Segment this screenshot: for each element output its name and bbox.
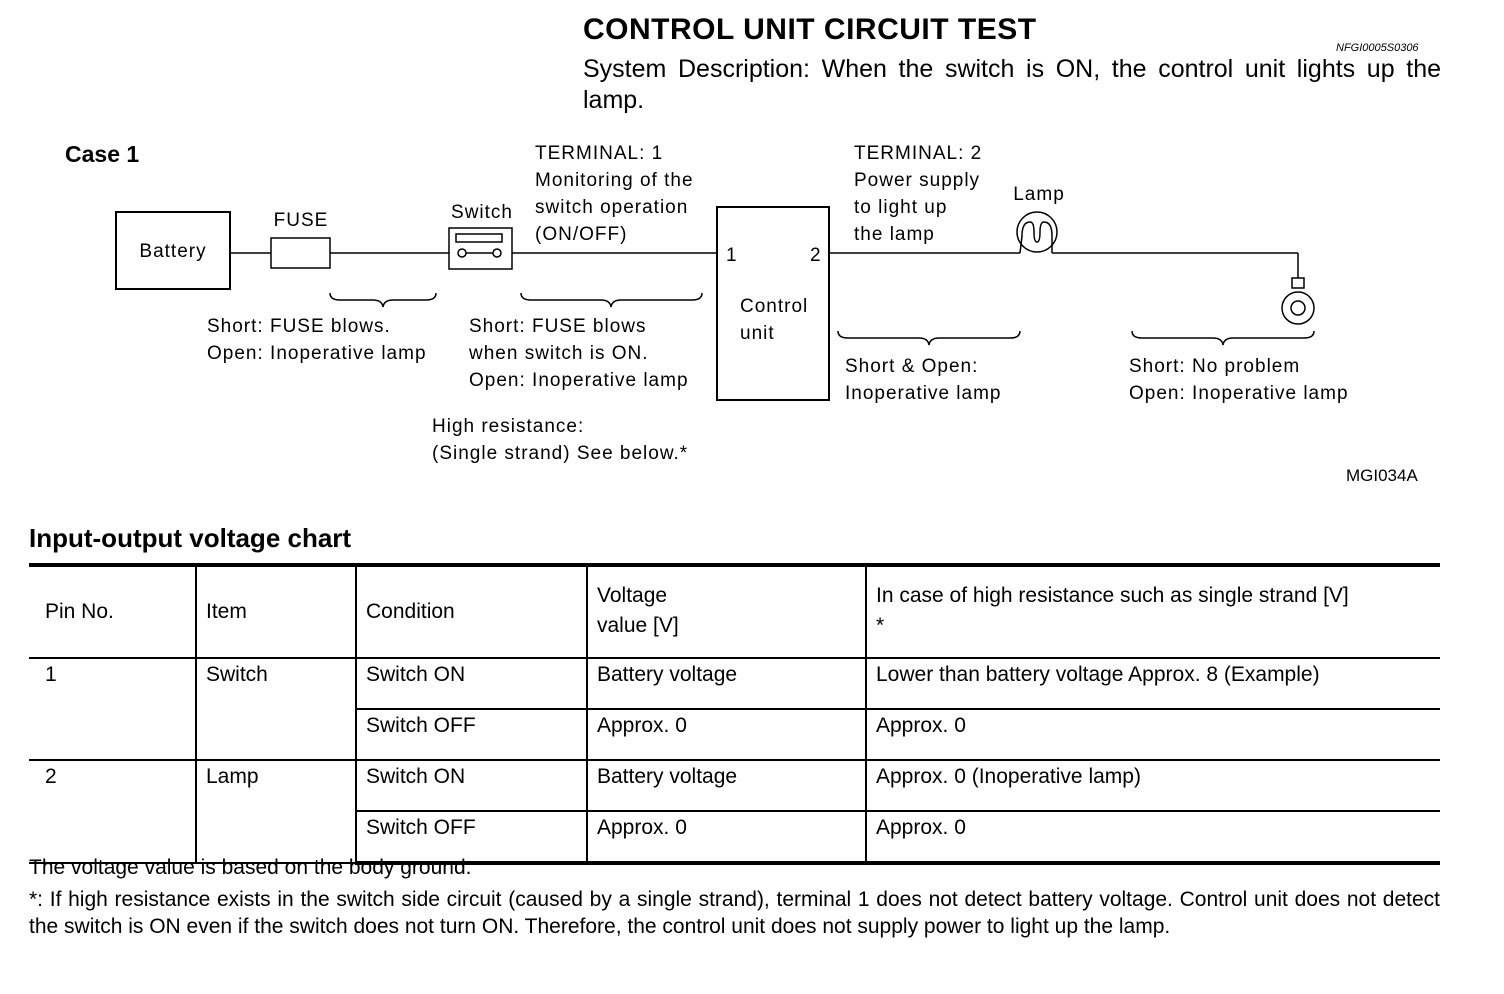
header-condition: Condition xyxy=(356,565,587,658)
svg-text:(ON/OFF): (ON/OFF) xyxy=(535,224,628,245)
svg-text:Open: Inoperative lamp: Open: Inoperative lamp xyxy=(207,343,427,364)
header-voltage: Voltage value [V] xyxy=(587,565,866,658)
note-high-resistance xyxy=(432,416,688,464)
condition-cell: Switch ON xyxy=(356,760,587,811)
chart-title: Input-output voltage chart xyxy=(29,523,352,553)
high-resistance-cell: Approx. 0 (Inoperative lamp) xyxy=(866,760,1440,811)
header-item: Item xyxy=(196,565,356,658)
terminal-2-label xyxy=(854,143,982,245)
high-resistance-cell: Approx. 0 xyxy=(866,709,1440,760)
lamp-label: Lamp xyxy=(1013,184,1065,205)
footnote-high-resistance: *: If high resistance exists in the switch side circuit (caused by a single strand), terminal 1 does not detect battery voltage. Control unit does not detect the switch is ON even if the switch does not turn ON. Therefore, the control unit does not supply power to light up the lamp. xyxy=(29,888,1440,938)
svg-text:Open: Inoperative lamp: Open: Inoperative lamp xyxy=(1129,383,1349,404)
voltage-chart-table xyxy=(29,563,1440,865)
page-title: CONTROL UNIT CIRCUIT TEST xyxy=(583,13,1037,46)
svg-text:the lamp: the lamp xyxy=(854,224,935,245)
note-switch xyxy=(468,316,689,391)
condition-cell: Switch ON xyxy=(356,658,587,709)
battery-label: Battery xyxy=(139,241,207,262)
item-cell: Lamp xyxy=(196,760,356,863)
svg-text:(Single strand) See below.*: (Single strand) See below.* xyxy=(432,443,689,464)
ground-icon xyxy=(1282,278,1314,324)
table-row xyxy=(29,760,1440,811)
switch-label: Switch xyxy=(451,202,513,223)
svg-text:Short: No problem: Short: No problem xyxy=(1129,356,1301,377)
figure-id: MGI034A xyxy=(1346,466,1418,485)
system-description: System Description: When the switch is ON, the control unit lights up the lamp. xyxy=(583,55,1441,114)
svg-text:to light up: to light up xyxy=(854,197,948,218)
condition-cell: Switch OFF xyxy=(356,709,587,760)
svg-text:Open: Inoperative lamp: Open: Inoperative lamp xyxy=(469,370,689,391)
control-unit-label-2: unit xyxy=(740,323,775,344)
pin-1-label: 1 xyxy=(726,245,738,266)
svg-text:Inoperative lamp: Inoperative lamp xyxy=(845,383,1002,404)
control-unit-label: Control xyxy=(740,296,809,317)
lamp-icon xyxy=(1017,212,1057,253)
fuse-label: FUSE xyxy=(273,210,329,231)
pin-cell: 2 xyxy=(29,760,196,863)
voltage-cell: Battery voltage xyxy=(587,658,866,709)
document-id: NFGI0005S0306 xyxy=(1336,42,1419,54)
voltage-cell: Battery voltage xyxy=(587,760,866,811)
voltage-cell: Approx. 0 xyxy=(587,709,866,760)
svg-text:Short: FUSE blows: Short: FUSE blows xyxy=(469,316,647,337)
high-resistance-cell: Approx. 0 xyxy=(866,811,1440,863)
terminal-1-label xyxy=(535,143,694,245)
table-header-row xyxy=(29,565,1440,658)
svg-text:TERMINAL: 1: TERMINAL: 1 xyxy=(535,143,664,164)
table-row xyxy=(29,658,1440,709)
svg-text:Power supply: Power supply xyxy=(854,170,981,191)
voltage-cell: Approx. 0 xyxy=(587,811,866,863)
svg-text:switch operation: switch operation xyxy=(535,197,689,218)
switch-symbol xyxy=(449,228,512,269)
pin-cell: 1 xyxy=(29,658,196,760)
item-cell: Switch xyxy=(196,658,356,760)
condition-cell: Switch OFF xyxy=(356,811,587,863)
svg-text:Short & Open:: Short & Open: xyxy=(845,356,979,377)
pin-2-label: 2 xyxy=(810,245,822,266)
svg-text:Short: FUSE blows.: Short: FUSE blows. xyxy=(207,316,391,337)
svg-text:TERMINAL: 2: TERMINAL: 2 xyxy=(854,143,983,164)
case-label: Case 1 xyxy=(65,141,140,167)
high-resistance-cell: Lower than battery voltage Approx. 8 (Example) xyxy=(866,658,1440,709)
svg-text:when switch is ON.: when switch is ON. xyxy=(469,343,649,364)
note-fuse xyxy=(207,316,427,364)
note-control-unit-lamp xyxy=(845,356,1001,404)
header-high-resistance: In case of high resistance such as single strand [V] * xyxy=(866,565,1440,658)
footnote-ground: The voltage value is based on the body ground. xyxy=(29,856,472,879)
fuse-box xyxy=(271,238,330,268)
svg-text:Monitoring of the: Monitoring of the xyxy=(535,170,694,191)
note-ground xyxy=(1129,356,1349,404)
svg-text:High resistance:: High resistance: xyxy=(432,416,585,437)
header-pin: Pin No. xyxy=(29,565,196,658)
